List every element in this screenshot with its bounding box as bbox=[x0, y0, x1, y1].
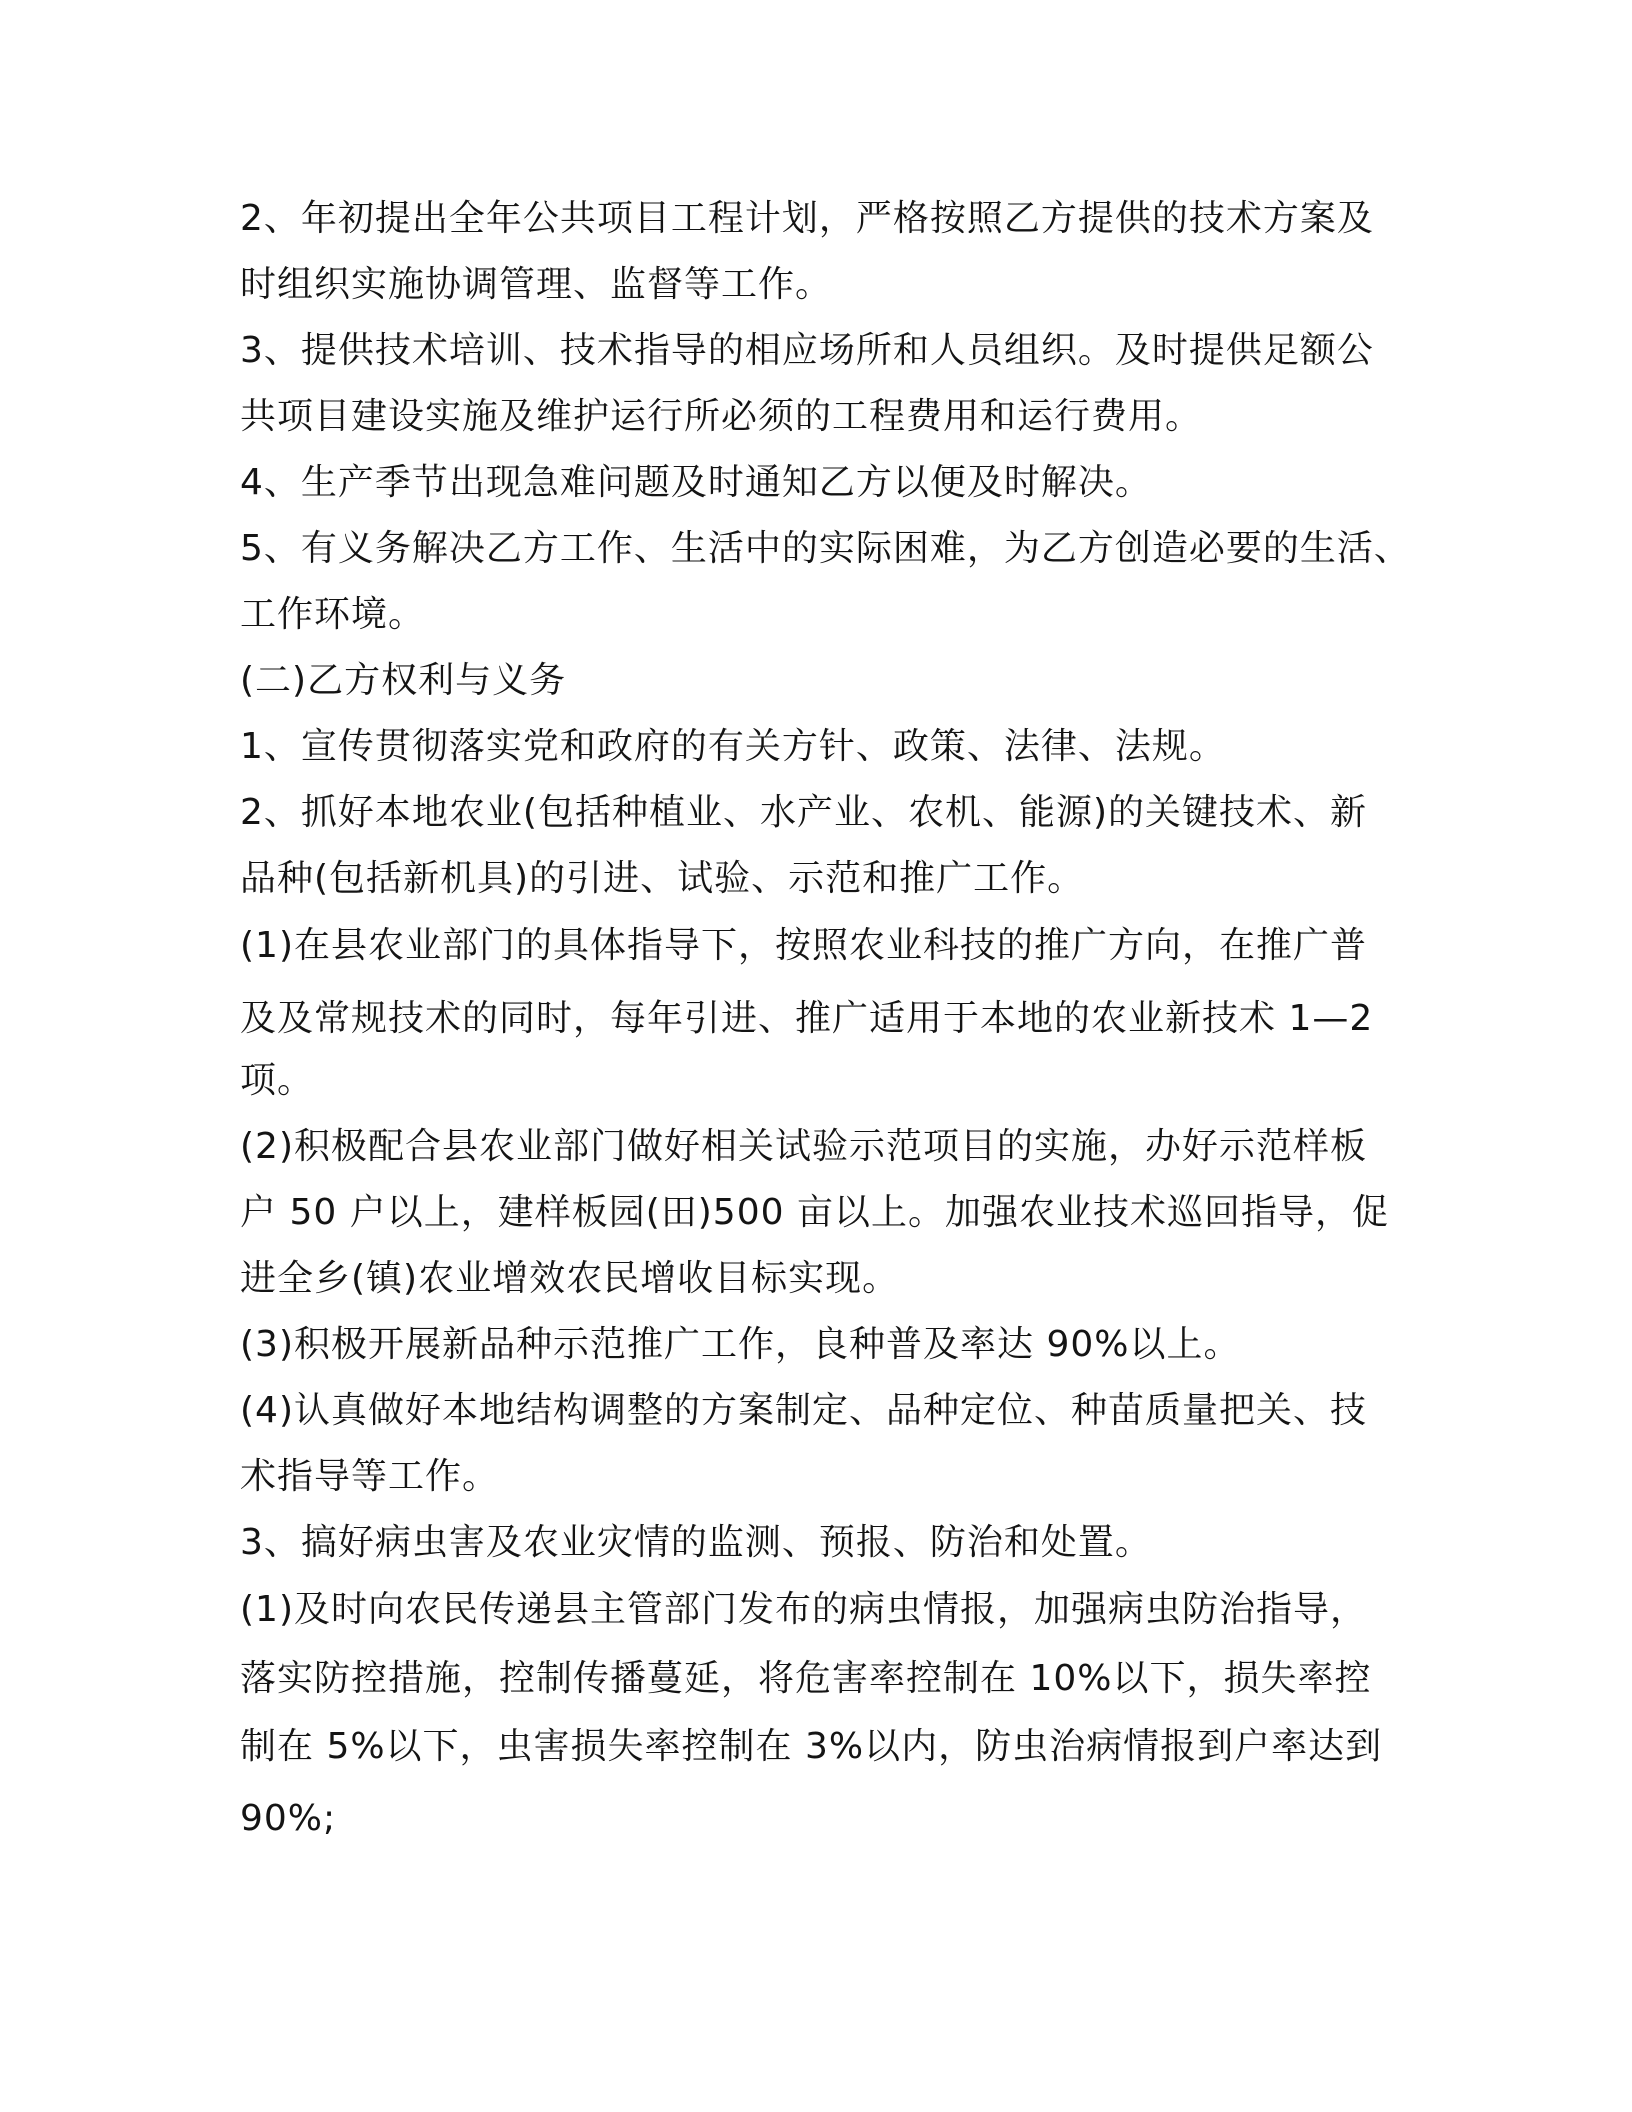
text-line: 90%; bbox=[240, 1798, 337, 1839]
text-line: 时组织实施协调管理、监督等工作。 bbox=[240, 264, 833, 305]
text-line: (3)积极开展新品种示范推广工作，良种普及率达 90%以上。 bbox=[240, 1324, 1241, 1365]
text-line: 及及常规技术的同时，每年引进、推广适用于本地的农业新技术 1—2 bbox=[240, 998, 1374, 1039]
text-line: (1)及时向农民传递县主管部门发布的病虫情报，加强病虫防治指导， bbox=[240, 1589, 1367, 1630]
text-line: 工作环境。 bbox=[240, 594, 426, 635]
text-line: 术指导等工作。 bbox=[240, 1456, 500, 1497]
text-line: 进全乡(镇)农业增效农民增收目标实现。 bbox=[240, 1258, 900, 1299]
text-line: 品种(包括新机具)的引进、试验、示范和推广工作。 bbox=[240, 858, 1085, 899]
text-line: 制在 5%以下，虫害损失率控制在 3%以内，防虫治病情报到户率达到 bbox=[240, 1726, 1383, 1767]
text-line: 1、宣传贯彻落实党和政府的有关方针、政策、法律、法规。 bbox=[240, 726, 1226, 767]
text-line: 落实防控措施，控制传播蔓延，将危害率控制在 10%以下，损失率控 bbox=[240, 1658, 1372, 1699]
text-line: 3、提供技术培训、技术指导的相应场所和人员组织。及时提供足额公 bbox=[240, 330, 1374, 371]
text-line: 5、有义务解决乙方工作、生活中的实际困难，为乙方创造必要的生活、 bbox=[240, 528, 1411, 569]
text-line: (1)在县农业部门的具体指导下，按照农业科技的推广方向，在推广普 bbox=[240, 925, 1367, 966]
text-line: 项。 bbox=[240, 1060, 315, 1101]
text-line: (2)积极配合县农业部门做好相关试验示范项目的实施，办好示范样板 bbox=[240, 1126, 1367, 1167]
text-line: 4、生产季节出现急难问题及时通知乙方以便及时解决。 bbox=[240, 462, 1152, 503]
text-line: 2、年初提出全年公共项目工程计划，严格按照乙方提供的技术方案及 bbox=[240, 198, 1374, 239]
section-heading: (二)乙方权利与义务 bbox=[240, 660, 567, 701]
text-line: 2、抓好本地农业(包括种植业、水产业、农机、能源)的关键技术、新 bbox=[240, 792, 1367, 833]
text-line: (4)认真做好本地结构调整的方案制定、品种定位、种苗质量把关、技 bbox=[240, 1390, 1367, 1431]
text-line: 共项目建设实施及维护运行所必须的工程费用和运行费用。 bbox=[240, 396, 1203, 437]
text-line: 3、搞好病虫害及农业灾情的监测、预报、防治和处置。 bbox=[240, 1522, 1152, 1563]
text-line: 户 50 户以上，建样板园(田)500 亩以上。加强农业技术巡回指导，促 bbox=[240, 1192, 1389, 1233]
